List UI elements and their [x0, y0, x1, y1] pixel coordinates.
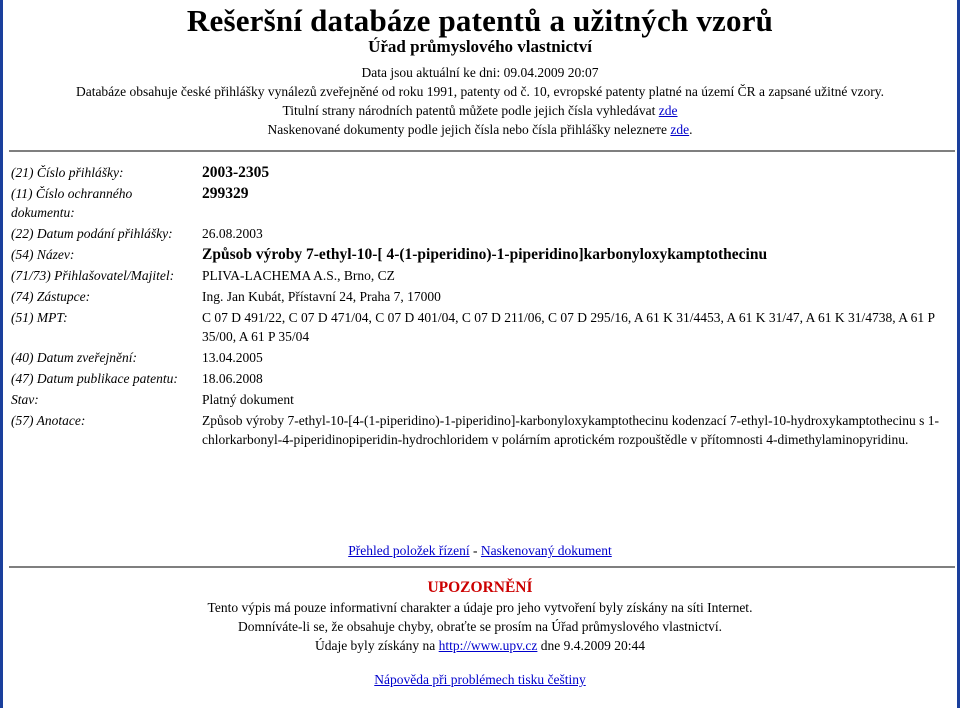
patent-publication-date: 18.06.2008 — [202, 371, 263, 386]
source-date: dne 9.4.2009 20:44 — [540, 638, 646, 653]
page-title: Rešeršní databáze patentů a užitných vzorů — [186, 3, 774, 38]
abstract: Způsob výroby 7-ethyl-10-[4-(1-piperidino)-1-piperidino]-karbonyloxykamptothecinu kodenzací 7-ethyl-10-hydroxykamptothecinu s 1-chlorkarbonyl-4-piperidinopiperidin-hydrochloridem v polárním aprotickém rozpouštědle v přítomnosti 4-dimethylaminopyridinu. — [202, 413, 940, 447]
update-info — [3, 63, 957, 82]
record-label: (22) Datum podání přihlášky: — [11, 226, 173, 241]
patent-title-bold: Způsob výroby — [202, 246, 303, 263]
scanned-docs-suffix: . — [689, 122, 693, 137]
update-label: Data jsou aktuální ke dni: — [361, 65, 501, 80]
help-section — [3, 670, 957, 689]
warning-title: UPOZORNĚNÍ — [427, 579, 533, 596]
record-label: (54) Název: — [11, 247, 75, 262]
record-label: (74) Zástupce: — [11, 289, 91, 304]
ipc-classes: C 07 D 491/22, C 07 D 471/04, C 07 D 401/04, C 07 D 211/06, C 07 D 295/16, A 61 K 31/4453, A 61 K 31/47, A 61 K 31/4738, A 61 P 35/00, A 61 P 35/04 — [202, 310, 935, 344]
document-number: 299329 — [202, 185, 249, 202]
record-row-title — [11, 245, 941, 264]
upv-website-link[interactable]: http://www.upv.cz — [438, 638, 538, 653]
record-label: (11) Číslo ochranného dokumentu: — [11, 186, 133, 220]
scanned-document-link[interactable]: Naskenovaný dokument — [480, 543, 612, 558]
title-pages-info — [3, 101, 957, 120]
title-pages-text: Titulní strany národních patentů můžete podle jejich čísla vyhledávat — [282, 103, 656, 118]
record-label: (40) Datum zveřejnění: — [11, 350, 137, 365]
record-row-ipc — [11, 308, 941, 346]
publication-date: 13.04.2005 — [202, 350, 263, 365]
record-row-applicant — [11, 266, 941, 285]
office-name: Úřad průmyslového vlastnictví — [368, 37, 592, 56]
scanned-docs-link[interactable]: zde — [670, 122, 690, 137]
scanned-docs-info — [3, 120, 957, 139]
page-header — [3, 0, 957, 139]
footer-divider — [9, 566, 955, 568]
record-label: (71/73) Přihlašovatel/Majitel: — [11, 268, 175, 283]
record-label: (21) Číslo přihlášky: — [11, 165, 124, 180]
patent-title-rest: 7-ethyl-10-[ 4-(1-piperidino)-1-piperidino]karbonyloxykamptothecinu — [302, 246, 768, 263]
record-label: Stav: — [11, 392, 39, 407]
czech-printing-help-link[interactable]: Nápověda při problémech tisku češtiny — [374, 672, 586, 687]
record-row-filing-date — [11, 224, 941, 243]
disclaimer-line-2: Domníváte-li se, že obsahuje chyby, obraťte se prosím na Úřad průmyslového vlastnictví. — [237, 619, 723, 634]
source-prefix: Údaje byly získány na — [314, 638, 436, 653]
page-frame — [3, 0, 957, 708]
update-date: 09.04.2009 20:07 — [503, 65, 599, 80]
disclaimer-line-1: Tento výpis má pouze informativní charakter a údaje pro jeho vytvoření byly získány na síti Internet. — [207, 600, 753, 615]
scanned-docs-text: Naskenované dokumenty podle jejich čísla nebo čísla přihlášky nelezneте — [267, 122, 668, 137]
record-row-document-number — [11, 184, 941, 222]
patent-record-table — [11, 163, 941, 451]
record-row-representative — [11, 287, 941, 306]
record-row-publication-date — [11, 348, 941, 367]
filing-date: 26.08.2003 — [202, 226, 263, 241]
record-label: (57) Anotace: — [11, 413, 86, 428]
record-row-patent-publication-date — [11, 369, 941, 388]
status: Platný dokument — [202, 392, 294, 407]
database-description: Databáze obsahuje české přihlášky vynálezů zveřejněné od roku 1991, patenty od č. 10, evropské patenty platné na území ČR a zapsané užitné vzory. — [75, 84, 885, 99]
applicant: PLIVA-LACHEMA A.S., Brno, CZ — [202, 268, 395, 283]
proceedings-overview-link[interactable]: Přehled položek řízení — [348, 543, 470, 558]
patent-title — [202, 245, 941, 264]
record-navigation — [3, 541, 957, 560]
record-row-abstract — [11, 411, 941, 449]
record-label: (47) Datum publikace patentu: — [11, 371, 178, 386]
header-divider — [9, 150, 955, 152]
application-number: 2003-2305 — [202, 164, 270, 181]
record-row-application-number — [11, 163, 941, 182]
record-row-status — [11, 390, 941, 409]
record-label: (51) MPT: — [11, 310, 68, 325]
title-pages-link[interactable]: zde — [658, 103, 678, 118]
page-footer — [3, 578, 957, 689]
source-info — [3, 636, 957, 655]
representative: Ing. Jan Kubát, Přístavní 24, Praha 7, 17000 — [202, 289, 441, 304]
nav-separator: - — [469, 543, 481, 558]
